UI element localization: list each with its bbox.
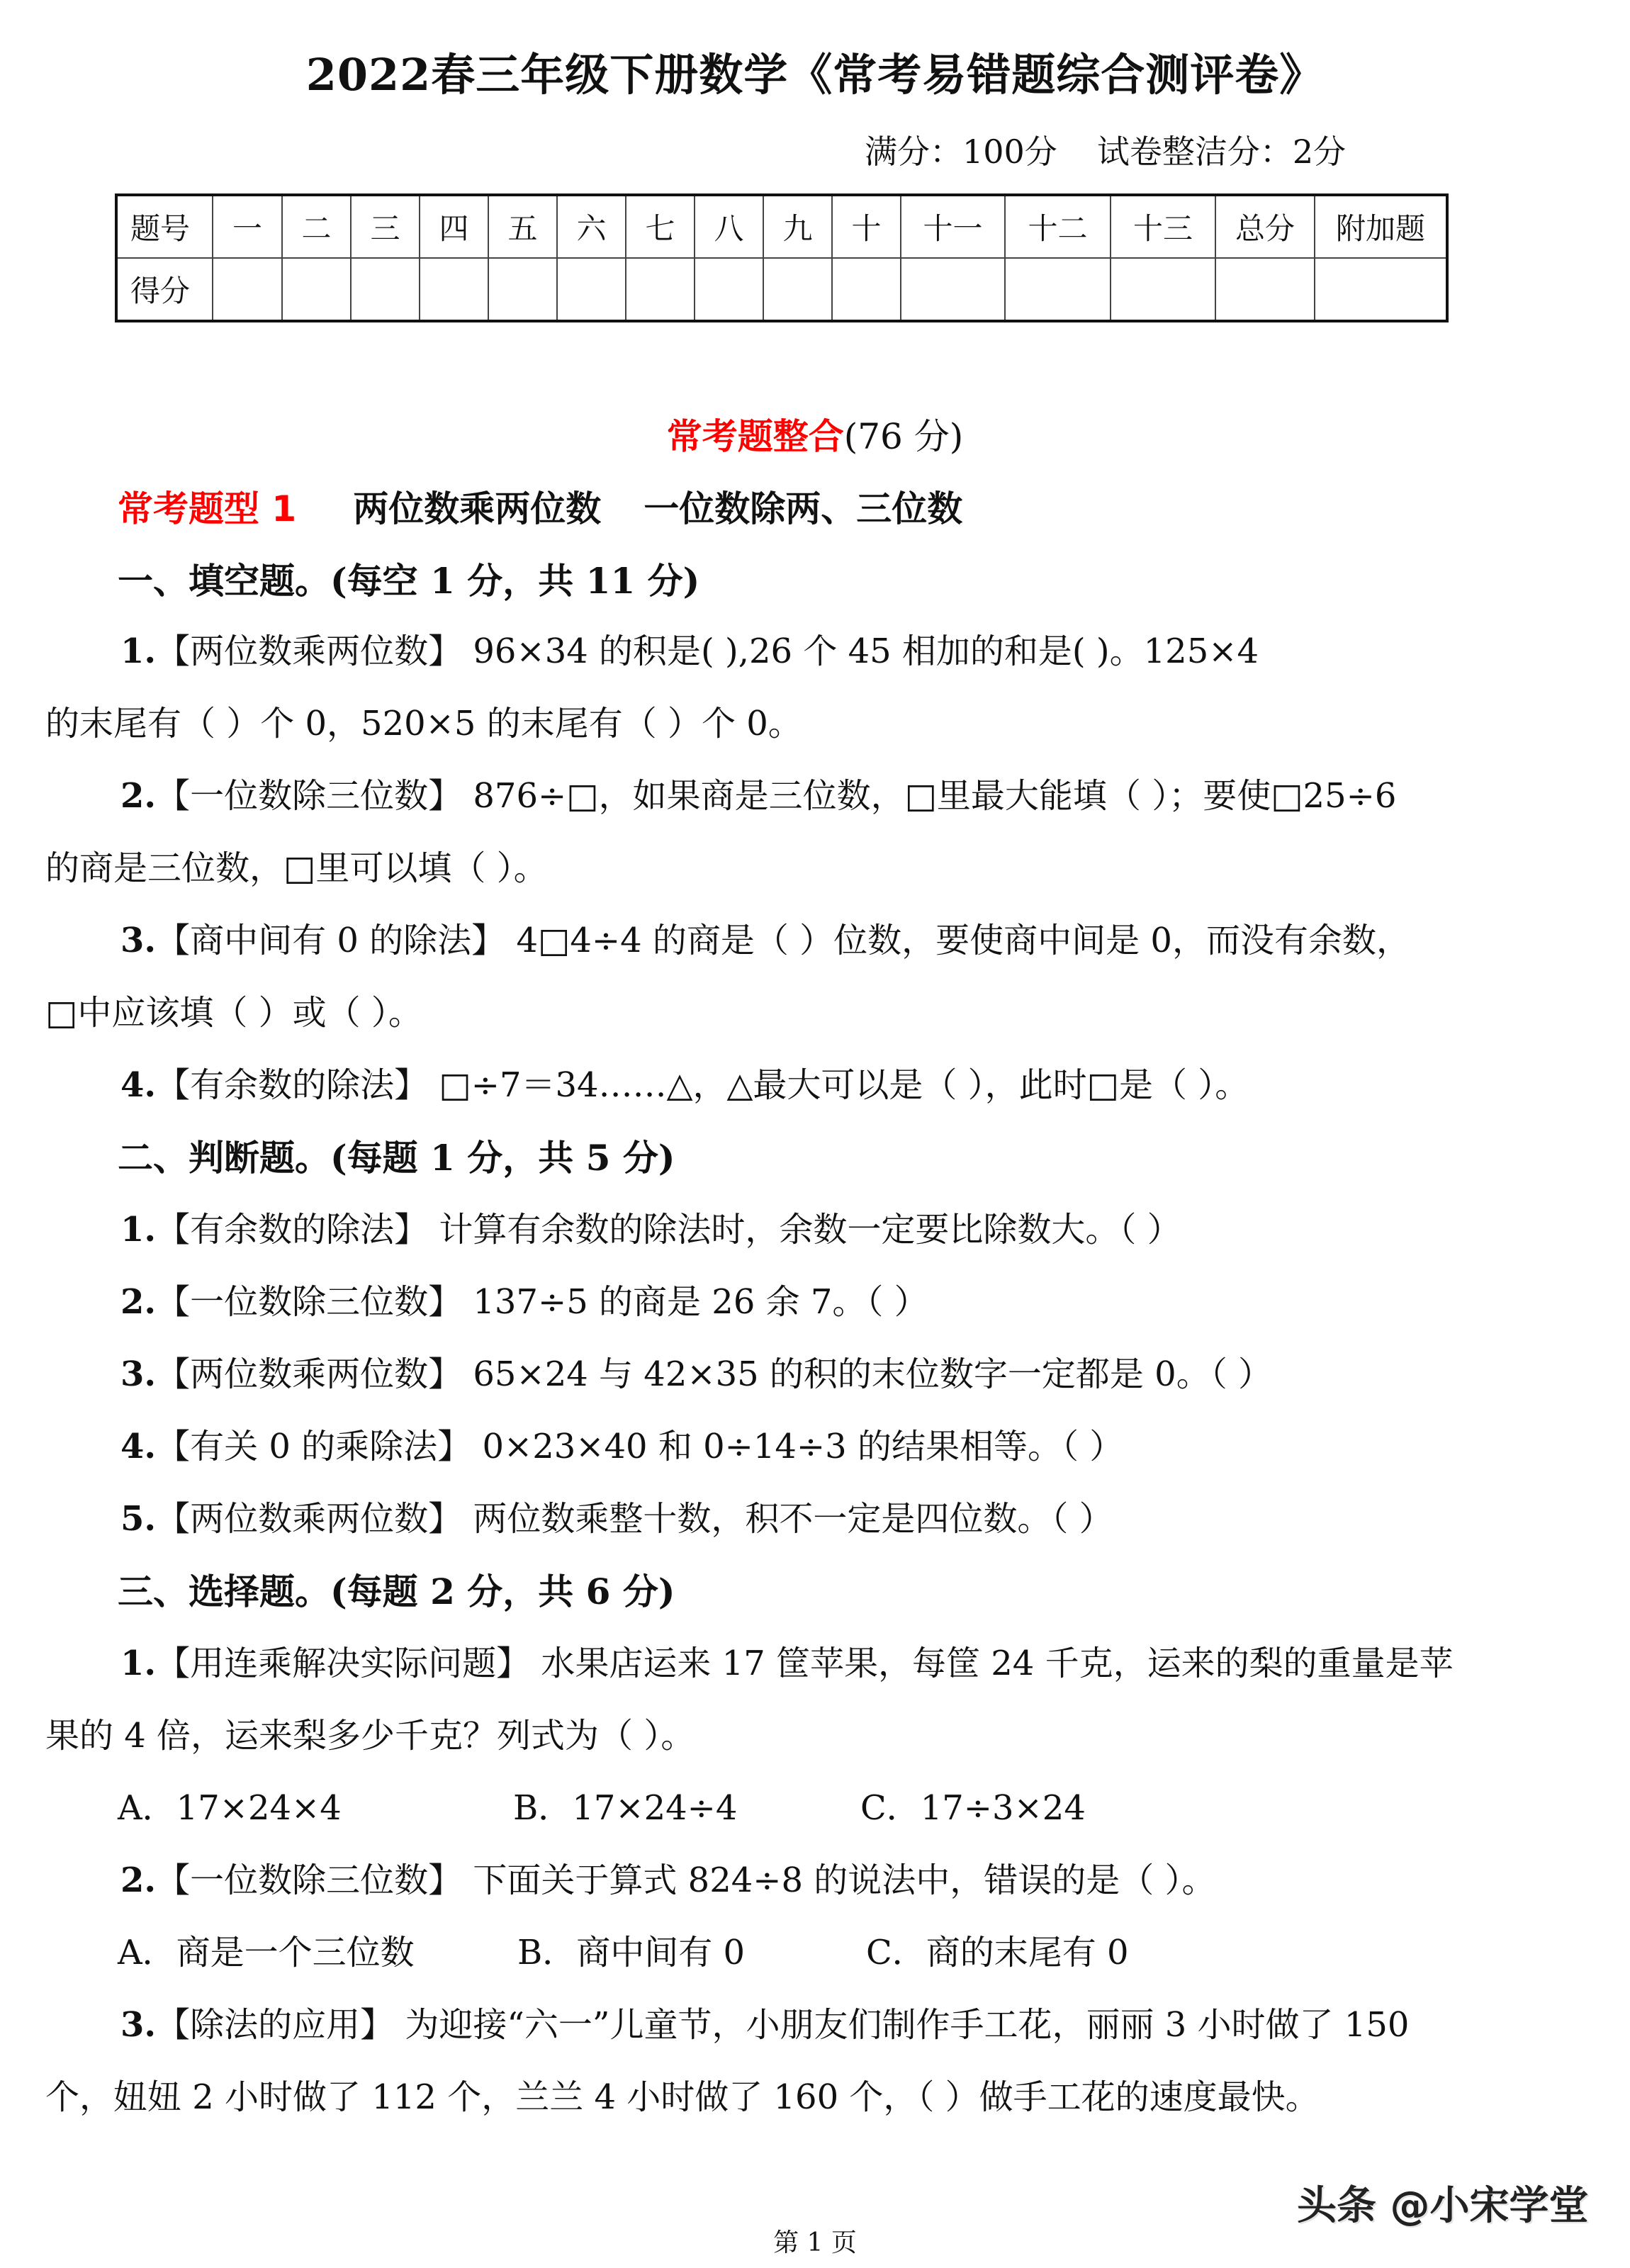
question-tag: 【有余数的除法】 — [156, 1065, 429, 1105]
score-cell[interactable] — [626, 258, 695, 321]
col-11: 十一 — [901, 195, 1005, 258]
question-text: 4□4÷4 的商是（ ）位数，要使商中间是 0，而没有余数， — [516, 921, 1410, 960]
question-tag: 【有关 0 的乘除法】 — [156, 1427, 472, 1466]
question-text: 为迎接“六一”儿童节，小朋友们制作手工花，丽丽 3 小时做了 150 — [405, 2005, 1410, 2045]
full-score: 满分：100分 — [865, 133, 1057, 171]
question-line — [120, 1347, 1272, 1396]
option-b[interactable]: B．17×24÷4 — [513, 1788, 738, 1828]
section-heading — [0, 408, 1630, 459]
page-number: 第 1 页 — [773, 2228, 857, 2257]
col-4: 四 — [420, 195, 488, 258]
col-12: 十二 — [1005, 195, 1111, 258]
question-text-cont: 的末尾有（ ）个 0，520×5 的末尾有（ ）个 0。 — [45, 704, 802, 743]
score-table-header-row — [116, 195, 1447, 258]
question-line — [120, 1491, 1113, 1540]
score-cell[interactable] — [1215, 258, 1315, 321]
row-header-score: 得分 — [116, 258, 213, 321]
score-cell[interactable] — [901, 258, 1005, 321]
option-a[interactable]: A．商是一个三位数 — [118, 1933, 415, 1972]
col-total: 总分 — [1215, 195, 1315, 258]
option-a[interactable]: A．17×24×4 — [118, 1788, 342, 1828]
question-tag: 【一位数除三位数】 — [156, 1282, 463, 1322]
score-cell[interactable] — [695, 258, 763, 321]
topic-1: 两位数乘两位数 — [353, 488, 602, 529]
score-cell[interactable] — [832, 258, 901, 321]
option-c[interactable]: C．商的末尾有 0 — [866, 1933, 1129, 1972]
score-cell[interactable] — [488, 258, 557, 321]
score-cell[interactable] — [763, 258, 832, 321]
score-info — [865, 126, 1386, 173]
question-line — [120, 1202, 1181, 1251]
question-tag: 【两位数乘两位数】 — [156, 1354, 463, 1394]
col-13: 十三 — [1111, 195, 1215, 258]
score-cell[interactable] — [1315, 258, 1447, 321]
col-bonus: 附加题 — [1315, 195, 1447, 258]
question-number: 3. — [120, 921, 157, 960]
question-number: 2. — [120, 776, 157, 816]
question-line — [120, 913, 1410, 962]
question-number: 1. — [120, 1210, 157, 1250]
option-c[interactable]: C．17÷3×24 — [860, 1788, 1086, 1828]
question-text-cont: □中应该填（ ）或（ ）。 — [45, 993, 422, 1033]
score-cell[interactable] — [557, 258, 626, 321]
part2-heading: 二、判断题。(每题 1 分，共 5 分) — [118, 1137, 675, 1179]
question-text-cont: 个，妞妞 2 小时做了 112 个，兰兰 4 小时做了 160 个，（ ）做手工花的速度最快。 — [45, 2077, 1320, 2117]
section-heading-points: (76 分) — [843, 416, 964, 457]
score-table-score-row — [116, 258, 1447, 321]
question-number: 4. — [120, 1427, 157, 1466]
col-6: 六 — [557, 195, 626, 258]
question-tag: 【有余数的除法】 — [156, 1210, 429, 1250]
question-line — [120, 1274, 928, 1323]
score-cell[interactable] — [420, 258, 488, 321]
question-text: 下面关于算式 824÷8 的说法中，错误的是（ ）。 — [473, 1860, 1216, 1900]
question-text: 96×34 的积是( ),26 个 45 相加的和是( )。125×4 — [473, 631, 1259, 671]
col-8: 八 — [695, 195, 763, 258]
question-number: 1. — [120, 631, 157, 671]
question-tag: 【两位数乘两位数】 — [156, 1499, 463, 1539]
question-text: □÷7＝34……△，△最大可以是（ ），此时□是（ ）。 — [439, 1065, 1249, 1105]
question-tag: 【除法的应用】 — [156, 2005, 395, 2045]
question-text: 876÷□，如果商是三位数，□里最大能填（ ）；要使□25÷6 — [473, 776, 1397, 816]
question-number: 1. — [120, 1644, 157, 1683]
question-number: 3. — [120, 1354, 157, 1394]
watermark: 头条 @小宋学堂 — [1297, 2183, 1589, 2229]
page-title: 2022春三年级下册数学《常考易错题综合测评卷》 — [305, 49, 1325, 101]
question-line — [120, 1853, 1216, 1902]
question-text: 137÷5 的商是 26 余 7。（ ） — [473, 1282, 928, 1322]
row-header-number: 题号 — [116, 195, 213, 258]
question-line — [120, 1419, 1123, 1468]
col-7: 七 — [626, 195, 695, 258]
question-text-cont: 果的 4 倍，运来梨多少千克？列式为（ ）。 — [45, 1716, 695, 1756]
question-text: 65×24 与 42×35 的积的末位数字一定都是 0。（ ） — [473, 1354, 1272, 1394]
question-text: 水果店运来 17 筐苹果，每筐 24 千克，运来的梨的重量是苹 — [541, 1644, 1454, 1683]
question-text: 计算有余数的除法时，余数一定要比除数大。（ ） — [439, 1210, 1181, 1250]
topic-2: 一位数除两、三位数 — [643, 488, 963, 529]
question-number: 5. — [120, 1499, 157, 1539]
question-number: 2. — [120, 1860, 157, 1900]
score-cell[interactable] — [1005, 258, 1111, 321]
question-tag: 【商中间有 0 的除法】 — [156, 921, 506, 960]
question-line — [120, 768, 1396, 817]
score-table — [115, 193, 1449, 322]
question-number: 3. — [120, 2005, 157, 2045]
question-text-cont: 的商是三位数，□里可以填（ ）。 — [45, 848, 548, 888]
question-number: 2. — [120, 1282, 157, 1322]
col-5: 五 — [488, 195, 557, 258]
question-type-label: 常考题型 1 — [118, 488, 297, 529]
score-cell[interactable] — [282, 258, 351, 321]
col-1: 一 — [213, 195, 282, 258]
question-tag: 【一位数除三位数】 — [156, 776, 463, 816]
score-cell[interactable] — [1111, 258, 1215, 321]
part1-heading: 一、填空题。(每空 1 分，共 11 分) — [118, 560, 700, 602]
col-10: 十 — [832, 195, 901, 258]
col-9: 九 — [763, 195, 832, 258]
question-tag: 【两位数乘两位数】 — [156, 631, 463, 671]
question-tag: 【一位数除三位数】 — [156, 1860, 463, 1900]
question-text: 0×23×40 和 0÷14÷3 的结果相等。（ ） — [482, 1427, 1124, 1466]
question-number: 4. — [120, 1065, 157, 1105]
question-type-heading — [118, 481, 1005, 532]
question-line — [120, 1997, 1409, 2046]
col-2: 二 — [282, 195, 351, 258]
question-line — [120, 1057, 1249, 1106]
section-heading-label: 常考题整合 — [666, 416, 844, 457]
question-line — [120, 1636, 1454, 1685]
option-b[interactable]: B．商中间有 0 — [517, 1933, 746, 1972]
neatness-score: 试卷整洁分：2分 — [1096, 133, 1347, 171]
part3-heading: 三、选择题。(每题 2 分，共 6 分) — [118, 1571, 675, 1612]
question-text: 两位数乘整十数，积不一定是四位数。（ ） — [473, 1499, 1113, 1539]
score-cell[interactable] — [351, 258, 420, 321]
score-cell[interactable] — [213, 258, 282, 321]
question-tag: 【用连乘解决实际问题】 — [156, 1644, 531, 1683]
question-line — [120, 624, 1259, 673]
col-3: 三 — [351, 195, 420, 258]
